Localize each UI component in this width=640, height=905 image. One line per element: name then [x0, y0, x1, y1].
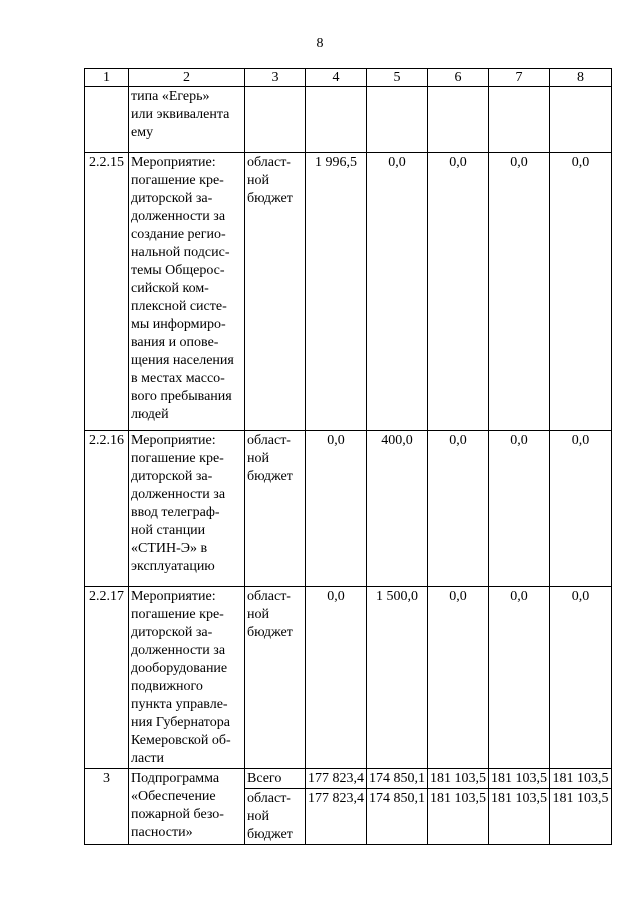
total-value-cell: 177 823,4: [306, 769, 367, 789]
header-cell: 1: [85, 69, 129, 87]
budget-value-cell: 177 823,4: [306, 789, 367, 845]
funding-source: [245, 431, 306, 587]
activity-name-line: долженности за: [131, 487, 226, 502]
activity-name-line: в местах массо-: [131, 371, 225, 386]
activity-name-line: Мероприятие:: [131, 155, 216, 170]
subprogram-name: [129, 769, 245, 845]
activity-name-line: вания и опове-: [131, 335, 219, 350]
funding-source-line: бюджет: [247, 827, 293, 842]
activity-name-line: плексной систе-: [131, 299, 227, 314]
total-value-cell: 174 850,1: [367, 769, 428, 789]
value-cell: 0,0: [489, 153, 550, 431]
activity-name-line: дооборудование: [131, 661, 228, 676]
activity-name-line: Кемеровской об-: [131, 733, 231, 748]
activity-name-line: темы Общерос-: [131, 263, 225, 278]
activity-name: [129, 587, 245, 769]
value-cell: 0,0: [428, 431, 489, 587]
value-cell: [367, 87, 428, 153]
activity-name-line: ввод телеграф-: [131, 505, 220, 520]
subprogram-name-line: пасности»: [131, 825, 193, 840]
activity-name-line: подвижного: [131, 679, 203, 694]
value-cell: 0,0: [367, 153, 428, 431]
activity-name-line: диторской за-: [131, 469, 213, 484]
header-cell: 4: [306, 69, 367, 87]
activity-name-line: погашение кре-: [131, 173, 224, 188]
table-row: [85, 431, 612, 587]
funding-source-line: бюджет: [247, 469, 293, 484]
funding-source-line: област-: [247, 791, 291, 806]
funding-source-line: ной: [247, 173, 269, 188]
activity-name-line: вого пребывания: [131, 389, 232, 404]
header-cell: 8: [550, 69, 612, 87]
activity-name: [129, 431, 245, 587]
funding-source-line: ной: [247, 809, 269, 824]
activity-name: [129, 87, 245, 153]
header-row: [85, 69, 612, 87]
budget-value-cell: 181 103,5: [428, 789, 489, 845]
funding-source-line: ной: [247, 607, 269, 622]
activity-name-line: пункта управле-: [131, 697, 228, 712]
subprogram-number: 3: [85, 769, 129, 845]
activity-name-line: людей: [131, 407, 169, 422]
activity-name-line: щения населения: [131, 353, 234, 368]
budget-table: [84, 68, 612, 845]
value-cell: [550, 87, 612, 153]
subprogram-total-row: [85, 769, 612, 789]
table-body: [85, 69, 612, 845]
activity-name-line: долженности за: [131, 643, 226, 658]
activity-name-line: ему: [131, 125, 154, 140]
activity-name-line: ния Губернатора: [131, 715, 230, 730]
budget-value-cell: 181 103,5: [550, 789, 612, 845]
value-cell: [428, 87, 489, 153]
funding-source-line: бюджет: [247, 191, 293, 206]
value-cell: 0,0: [489, 587, 550, 769]
total-value-cell: 181 103,5: [489, 769, 550, 789]
budget-value-cell: 174 850,1: [367, 789, 428, 845]
funding-source-line: бюджет: [247, 625, 293, 640]
row-number: [85, 87, 129, 153]
activity-name-line: долженности за: [131, 209, 226, 224]
value-cell: [489, 87, 550, 153]
row-number: 2.2.15: [85, 153, 129, 431]
funding-source-line: област-: [247, 155, 291, 170]
budget-value-cell: 181 103,5: [489, 789, 550, 845]
funding-source: [245, 153, 306, 431]
total-label: Всего: [245, 769, 306, 789]
value-cell: 0,0: [550, 431, 612, 587]
activity-name-line: «СТИН-Э» в: [131, 541, 208, 556]
header-cell: 6: [428, 69, 489, 87]
subprogram-name-line: Подпрограмма: [131, 771, 220, 786]
subprogram-name-line: пожарной безо-: [131, 807, 224, 822]
value-cell: 0,0: [306, 431, 367, 587]
funding-source: [245, 87, 306, 153]
activity-name-line: диторской за-: [131, 191, 213, 206]
value-cell: 1 996,5: [306, 153, 367, 431]
funding-source: [245, 587, 306, 769]
activity-name-line: эксплуатацию: [131, 559, 215, 574]
header-cell: 5: [367, 69, 428, 87]
table-row: [85, 587, 612, 769]
value-cell: 1 500,0: [367, 587, 428, 769]
header-cell: 7: [489, 69, 550, 87]
funding-source-line: област-: [247, 433, 291, 448]
table-row: [85, 87, 612, 153]
activity-name: [129, 153, 245, 431]
header-cell: 3: [245, 69, 306, 87]
funding-source-line: област-: [247, 589, 291, 604]
value-cell: 0,0: [489, 431, 550, 587]
total-value-cell: 181 103,5: [550, 769, 612, 789]
activity-name-line: создание регио-: [131, 227, 226, 242]
row-number: 2.2.16: [85, 431, 129, 587]
value-cell: [306, 87, 367, 153]
funding-source-line: ной: [247, 451, 269, 466]
activity-name-line: погашение кре-: [131, 607, 224, 622]
activity-name-line: нальной подсис-: [131, 245, 230, 260]
value-cell: 0,0: [428, 587, 489, 769]
activity-name-line: ласти: [131, 751, 165, 766]
value-cell: 0,0: [550, 153, 612, 431]
page-number: 8: [316, 36, 324, 51]
header-cell: 2: [129, 69, 245, 87]
subprogram-name-line: «Обеспечение: [131, 789, 216, 804]
total-value-cell: 181 103,5: [428, 769, 489, 789]
value-cell: 400,0: [367, 431, 428, 587]
activity-name-line: типа «Егерь»: [131, 89, 210, 104]
activity-name-line: диторской за-: [131, 625, 213, 640]
table-row: [85, 153, 612, 431]
activity-name-line: Мероприятие:: [131, 433, 216, 448]
activity-name-line: ной станции: [131, 523, 206, 538]
funding-source: [245, 789, 306, 845]
activity-name-line: или эквивалента: [131, 107, 230, 122]
activity-name-line: сийской ком-: [131, 281, 209, 296]
activity-name-line: мы информиро-: [131, 317, 226, 332]
value-cell: 0,0: [306, 587, 367, 769]
activity-name-line: погашение кре-: [131, 451, 224, 466]
activity-name-line: Мероприятие:: [131, 589, 216, 604]
row-number: 2.2.17: [85, 587, 129, 769]
value-cell: 0,0: [550, 587, 612, 769]
value-cell: 0,0: [428, 153, 489, 431]
